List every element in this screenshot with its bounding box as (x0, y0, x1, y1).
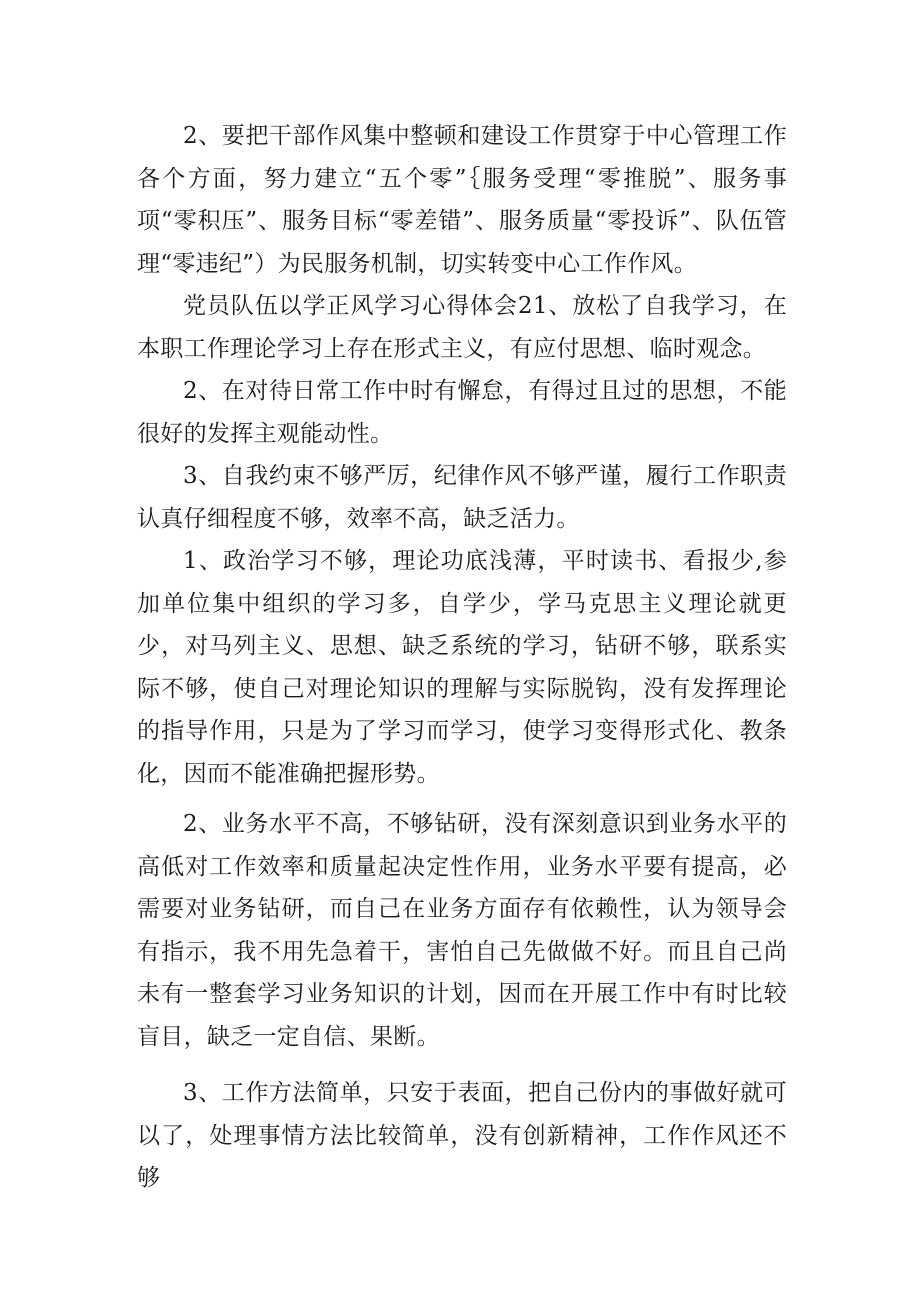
paragraph-1: 2、要把干部作风集中整顿和建设工作贯穿于中心管理工作各个方面，努力建立“五个零”｛服务受理“零推脱”、服务事项“零积压”、服务目标“零差错”、服务质量“零投诉”、队伍管理“零违纪”）为民服务机制，切实转变中心工作作风。 (137, 123, 787, 277)
paragraph-7: 3、工作方法简单，只安于表面，把自己份内的事做好就可以了，处理事情方法比较简单，没有创新精神，工作作风还不够 (137, 1080, 787, 1191)
paragraph-3: 2、在对待日常工作中时有懈怠，有得过且过的思想，不能很好的发挥主观能动性。 (137, 378, 787, 447)
document-body (137, 115, 787, 1200)
paragraph-2: 党员队伍以学正风学习心得体会21、放松了自我学习，在本职工作理论学习上存在形式主义，有应付思想、临时观念。 (137, 293, 787, 362)
paragraph-6: 2、业务水平不高，不够钻研，没有深刻意识到业务水平的高低对工作效率和质量起决定性作用，业务水平要有提高，必需要对业务钻研，而自己在业务方面存有依赖性，认为领导会有指示，我不用先急着干，害怕自己先做做不好。而且自己尚未有一整套学习业务知识的计划，因而在开展工作中有时比较盲目，缺乏一定自信、果断。 (137, 811, 787, 1050)
paragraph-4: 3、自我约束不够严厉，纪律作风不够严谨，履行工作职责认真仔细程度不够，效率不高，缺乏活力。 (137, 463, 787, 532)
paragraph-5: 1、政治学习不够，理论功底浅薄，平时读书、看报少,参加单位集中组织的学习多，自学少，学马克思主义理论就更少，对马列主义、思想、缺乏系统的学习，钻研不够，联系实际不够，使自己对理论知识的理解与实际脱钩，没有发挥理论的指导作用，只是为了学习而学习，使学习变得形式化、教条化，因而不能准确把握形势。 (137, 548, 787, 787)
